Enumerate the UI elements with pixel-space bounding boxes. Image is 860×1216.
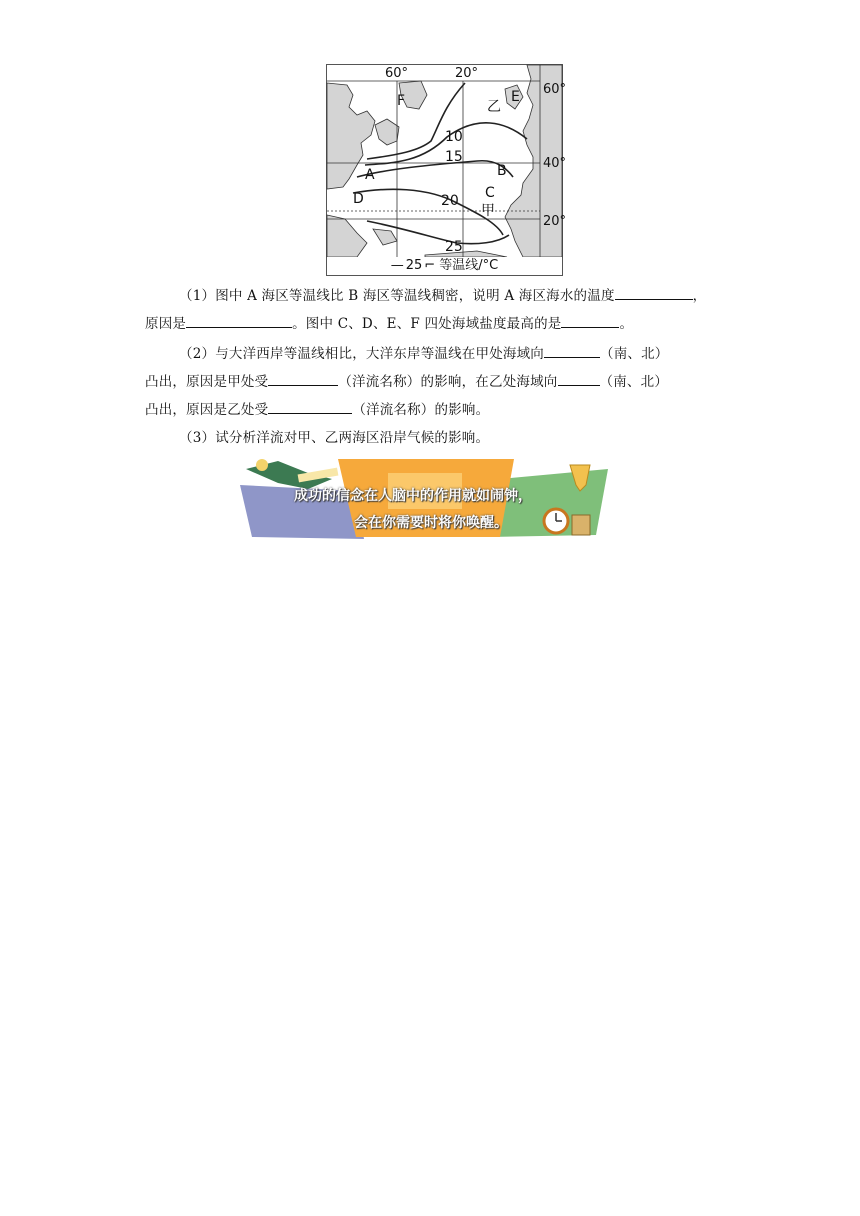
right-coord-label: 20°	[543, 214, 567, 229]
q2-text: 凸出，原因是甲处受	[145, 374, 269, 390]
answer-blank[interactable]	[186, 313, 292, 328]
area-label-yi: 乙	[487, 99, 501, 115]
q1-text: （1）图中 A 海区等温线比 B 海区等温线稠密，说明 A 海区海水的温度	[179, 288, 615, 304]
q2-line-3	[145, 396, 715, 424]
isotherm-label: 20	[441, 193, 459, 209]
top-coord-label: 60°	[385, 66, 409, 81]
question-2	[145, 340, 715, 424]
isotherm-map	[326, 64, 567, 276]
q1-line-2	[145, 310, 715, 338]
island-land	[373, 229, 397, 245]
isotherm-label: 25	[445, 239, 463, 255]
legend-text: 等温线/°C	[439, 258, 499, 273]
area-label-A: A	[365, 167, 375, 183]
q2-text: （洋流名称）的影响。	[352, 402, 490, 418]
isotherm-label: 15	[445, 149, 463, 165]
answer-blank[interactable]	[544, 343, 600, 358]
answer-blank[interactable]	[561, 313, 619, 328]
q2-text: （洋流名称）的影响，在乙处海域向	[338, 374, 558, 390]
question-1	[145, 282, 715, 338]
area-label-B: B	[497, 163, 507, 179]
isotherm-label: 10	[445, 129, 463, 145]
map-graphic	[327, 65, 567, 257]
right-coord-label: 40°	[543, 156, 567, 171]
trophy-base-icon	[572, 515, 590, 535]
q1-text: 原因是	[145, 316, 187, 332]
q2-text: （南、北）	[600, 346, 669, 362]
flower-icon	[256, 459, 268, 471]
area-label-D: D	[353, 191, 364, 207]
q1-text: 。	[619, 316, 634, 332]
answer-blank[interactable]	[615, 285, 693, 300]
newfoundland-land	[375, 119, 399, 145]
answer-blank[interactable]	[268, 371, 338, 386]
caribbean-land	[327, 215, 367, 257]
banner-line-1: 成功的信念在人脑中的作用就如闹钟，	[294, 488, 532, 504]
question-3	[145, 424, 715, 452]
q1-line-1	[145, 282, 715, 310]
q2-text: （2）与大洋西岸等温线相比，大洋东岸等温线在甲处海域向	[179, 346, 544, 362]
answer-blank[interactable]	[558, 371, 600, 386]
answer-blank[interactable]	[268, 399, 352, 414]
q1-text: 。图中 C、D、E、F 四处海域盐度最高的是	[292, 316, 562, 332]
right-coord-label: 60°	[543, 82, 567, 97]
area-label-jia: 甲	[481, 203, 495, 219]
area-label-F: F	[397, 93, 406, 109]
motivation-banner	[238, 455, 618, 541]
legend-value: 25	[405, 258, 423, 273]
q3-text: （3）试分析洋流对甲、乙两海区沿岸气候的影响。	[179, 430, 490, 446]
map-legend: — 25 ⌐ 等温线/°C	[327, 257, 562, 275]
area-label-C: C	[485, 185, 495, 201]
q2-line-2	[145, 368, 715, 396]
banner-line-2: 会在你需要时将你唤醒。	[354, 515, 508, 531]
top-coord-label: 20°	[455, 66, 479, 81]
area-label-E: E	[511, 89, 520, 105]
q2-text: （南、北）	[599, 374, 669, 390]
q1-text: ，	[692, 288, 707, 304]
q2-text: 凸出，原因是乙处受	[145, 402, 269, 418]
q2-line-1	[145, 340, 715, 368]
